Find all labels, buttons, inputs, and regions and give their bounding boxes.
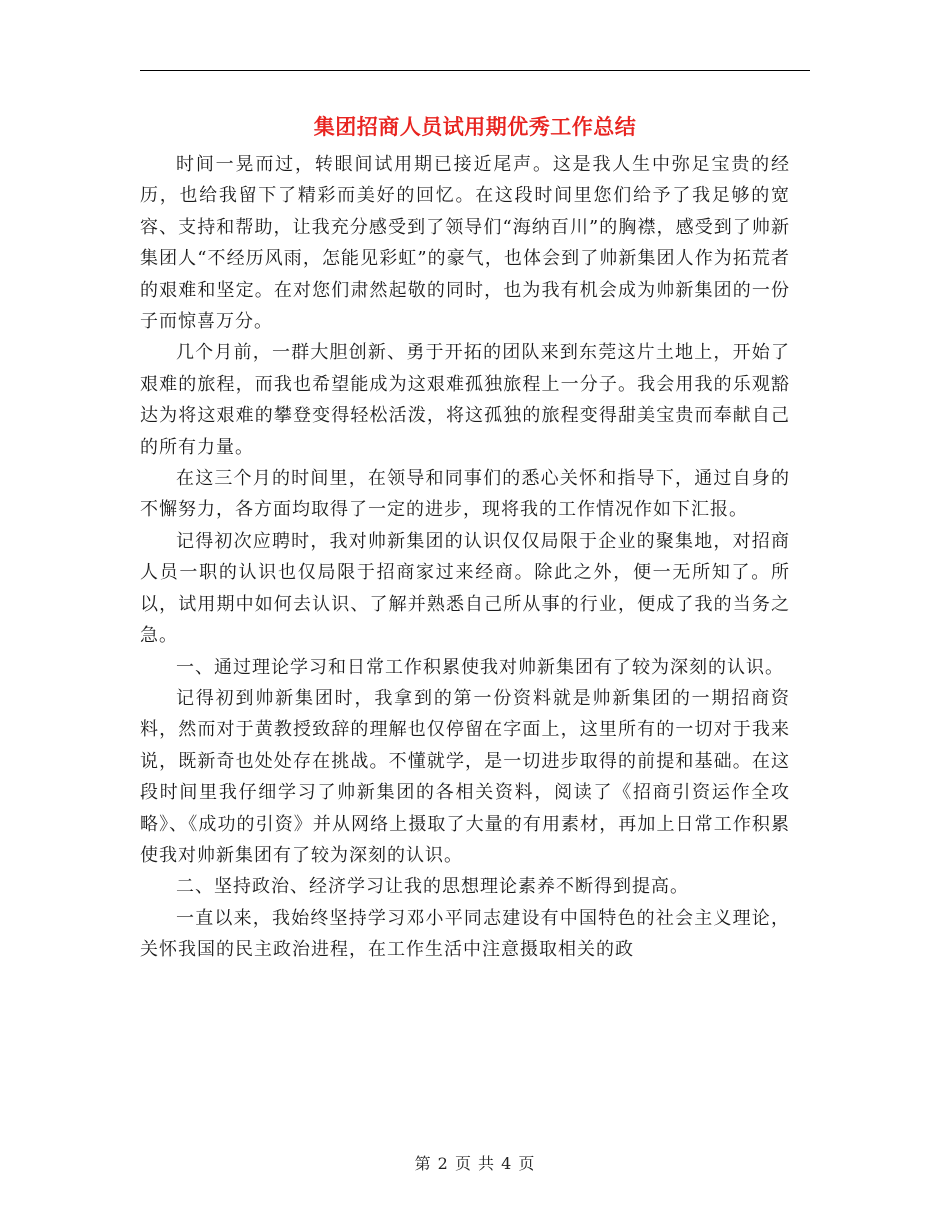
document-title: 集团招商人员试用期优秀工作总结	[313, 115, 637, 139]
section-heading: 二、坚持政治、经济学习让我的思想理论素养不断得到提高。	[176, 876, 689, 898]
document-body	[140, 149, 790, 966]
paragraph: 几个月前，一群大胆创新、勇于开拓的团队来到东莞这片土地上，开始了艰难的旅程，而我也希望能成为这艰难孤独旅程上一分子。我会用我的乐观豁达为将这艰难的攀登变得轻松活泼，将这孤独的旅程变得甜美宝贵而奉献自己的所有力量。	[140, 342, 790, 458]
paragraph: 记得初到帅新集团时，我拿到的第一份资料就是帅新集团的一期招商资料，然而对于黄教授致辞的理解也仅停留在字面上，这里所有的一切对于我来说，既新奇也处处存在挑战。不懂就学，是一切进步取得的前提和基础。在这段时间里我仔细学习了帅新集团的各相关资料，阅读了《招商引资运作全攻略》、《成功的引资》并从网络上摄取了大量的有用素材，再加上日常工作积累使我对帅新集团有了较为深刻的认识。	[140, 687, 790, 866]
paragraph: 记得初次应聘时，我对帅新集团的认识仅仅局限于企业的聚集地，对招商人员一职的认识也仅局限于招商家过来经商。除此之外，便一无所知了。所以，试用期中如何去认识、了解并熟悉自己所从事的行业，便成了我的当务之急。	[140, 530, 790, 647]
paragraph: 一直以来，我始终坚持学习邓小平同志建设有中国特色的社会主义理论，关怀我国的民主政治进程，在工作生活中注意摄取相关的政	[140, 907, 790, 961]
paragraph: 时间一晃而过，转眼间试用期已接近尾声。这是我人生中弥足宝贵的经历，也给我留下了精彩而美好的回忆。在这段时间里您们给予了我足够的宽容、支持和帮助，让我充分感受到了领导们“海纳百川”的胸襟，感受到了帅新集团人“不经历风雨，怎能见彩虹”的豪气，也体会到了帅新集团人作为拓荒者的艰难和坚定。在对您们肃然起敬的同时，也为我有机会成为帅新集团的一份子而惊喜万分。	[140, 154, 790, 333]
header-rule	[140, 70, 810, 71]
page-number-footer: 第 2 页 共 4 页	[414, 1154, 536, 1173]
paragraph: 在这三个月的时间里，在领导和同事们的悉心关怀和指导下，通过自身的不懈努力，各方面均取得了一定的进步，现将我的工作情况作如下汇报。	[140, 468, 790, 521]
section-heading: 一、通过理论学习和日常工作积累使我对帅新集团有了较为深刻的认识。	[176, 656, 784, 678]
